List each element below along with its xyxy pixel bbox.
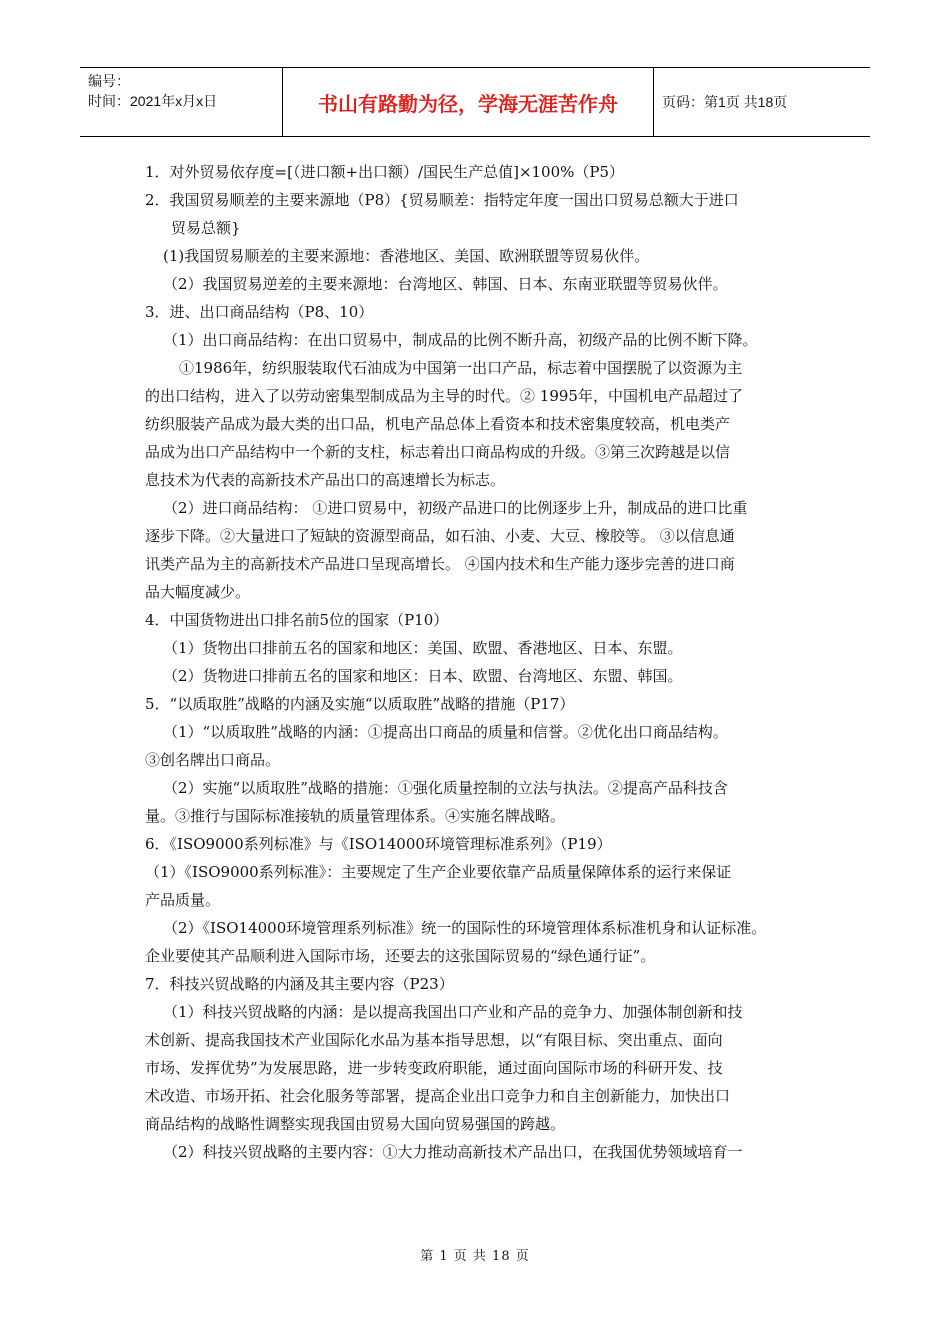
text-line: （2）货物进口排前五名的国家和地区：日本、欧盟、台湾地区、东盟、韩国。	[163, 667, 683, 685]
text-line: ①1986年，纺织服装取代石油成为中国第一出口产品，标志着中国摆脱了以资源为主	[179, 359, 743, 377]
header-meta	[80, 68, 282, 136]
text-line: 7．科技兴贸战略的内涵及其主要内容（P23）	[145, 975, 454, 993]
text-line: 产品质量。	[145, 891, 221, 909]
document-body	[145, 158, 815, 1166]
text-line: 6．《ISO9000系列标准》与《ISO14000环境管理标准系列》（P19）	[145, 835, 612, 853]
text-line: 纺织服装产品成为最大类的出口品，机电产品总体上看资本和技术密集度较高，机电类产	[145, 415, 731, 433]
text-line: （1）“以质取胜”战略的内涵：①提高出口商品的质量和信誉。②优化出口商品结构。	[163, 723, 728, 741]
text-line: （2）《ISO14000环境管理系列标准》统一的国际性的环境管理体系标准机身和认证标准。	[163, 919, 767, 937]
text-line: 息技术为代表的高新技术产品出口的高速增长为标志。	[145, 471, 506, 489]
text-line: （1）货物出口排前五名的国家和地区：美国、欧盟、香港地区、日本、东盟。	[163, 639, 683, 657]
text-line: （2）我国贸易逆差的主要来源地：台湾地区、韩国、日本、东南亚联盟等贸易伙伴。	[163, 275, 728, 293]
text-line: 术创新、提高我国技术产业国际化水品为基本指导思想，以“有限目标、突出重点、面向	[145, 1031, 723, 1049]
text-line: （2）实施“以质取胜”战略的措施：①强化质量控制的立法与执法。②提高产品科技含	[163, 779, 728, 797]
text-line: 市场、发挥优势”为发展思路，进一步转变政府职能，通过面向国际市场的科研开发、技	[145, 1059, 723, 1077]
document-number-label: 编号：	[88, 73, 130, 89]
text-line: 品大幅度减少。	[145, 583, 251, 601]
text-line: （1）出口商品结构：在出口贸易中，制成品的比例不断升高，初级产品的比例不断下降。	[163, 331, 758, 349]
text-line: （2）进口商品结构： ①进口贸易中，初级产品进口的比例逐步上升，制成品的进口比重	[163, 499, 748, 517]
text-line: （1）《ISO9000系列标准》：主要规定了生产企业要依靠产品质量保障体系的运行来保证	[145, 863, 732, 881]
document-date-label: 时间：2021年x月x日	[88, 93, 218, 109]
text-line: 2．我国贸易顺差的主要来源地（P8）{贸易顺差：指特定年度一国出口贸易总额大于进口	[145, 191, 739, 209]
text-line: (1)我国贸易顺差的主要来源地：香港地区、美国、欧洲联盟等贸易伙伴。	[163, 247, 650, 265]
page-header	[80, 67, 870, 137]
text-line: 1．对外贸易依存度=[（进口额+出口额）/国民生产总值]×100%（P5）	[145, 163, 625, 181]
text-line: 4．中国货物进出口排名前5位的国家（P10）	[145, 611, 449, 629]
text-line: 讯类产品为主的高新技术产品进口呈现高增长。 ④国内技术和生产能力逐步完善的进口商	[145, 555, 735, 573]
page-footer: 第 1 页 共 18 页	[420, 1249, 530, 1264]
text-line: 3．进、出口商品结构（P8、10）	[145, 303, 374, 321]
text-line: 贸易总额}	[171, 219, 241, 237]
text-line: ③创名牌出口商品。	[145, 751, 281, 769]
text-line: （2）科技兴贸战略的主要内容：①大力推动高新技术产品出口，在我国优势领域培育一	[163, 1143, 743, 1161]
text-line: （1）科技兴贸战略的内涵：是以提高我国出口产业和产品的竞争力、加强体制创新和技	[163, 1003, 743, 1021]
text-line: 术改造、市场开拓、社会化服务等部署，提高企业出口竞争力和自主创新能力，加快出口	[145, 1087, 731, 1105]
text-line: 5．“以质取胜”战略的内涵及实施“以质取胜”战略的措施（P17）	[145, 695, 575, 713]
text-line: 品成为出口产品结构中一个新的支柱，标志着出口商品构成的升级。③第三次跨越是以信	[145, 443, 731, 461]
text-line: 企业要使其产品顺利进入国际市场，还要去的这张国际贸易的“绿色通行证”。	[145, 947, 656, 965]
header-motto: 书山有路勤为径，学海无涯苦作舟	[282, 68, 654, 136]
text-line: 的出口结构，进入了以劳动密集型制成品为主导的时代。② 1995年，中国机电产品超过了	[145, 387, 743, 405]
text-line: 量。③推行与国际标准接轨的质量管理体系。④实施名牌战略。	[145, 807, 566, 825]
text-line: 逐步下降。②大量进口了短缺的资源型商品，如石油、小麦、大豆、橡胶等。 ③以信息通	[145, 527, 735, 545]
text-line: 商品结构的战略性调整实现我国由贸易大国向贸易强国的跨越。	[145, 1115, 566, 1133]
header-page-info: 页码：第1页 共18页	[662, 94, 788, 110]
